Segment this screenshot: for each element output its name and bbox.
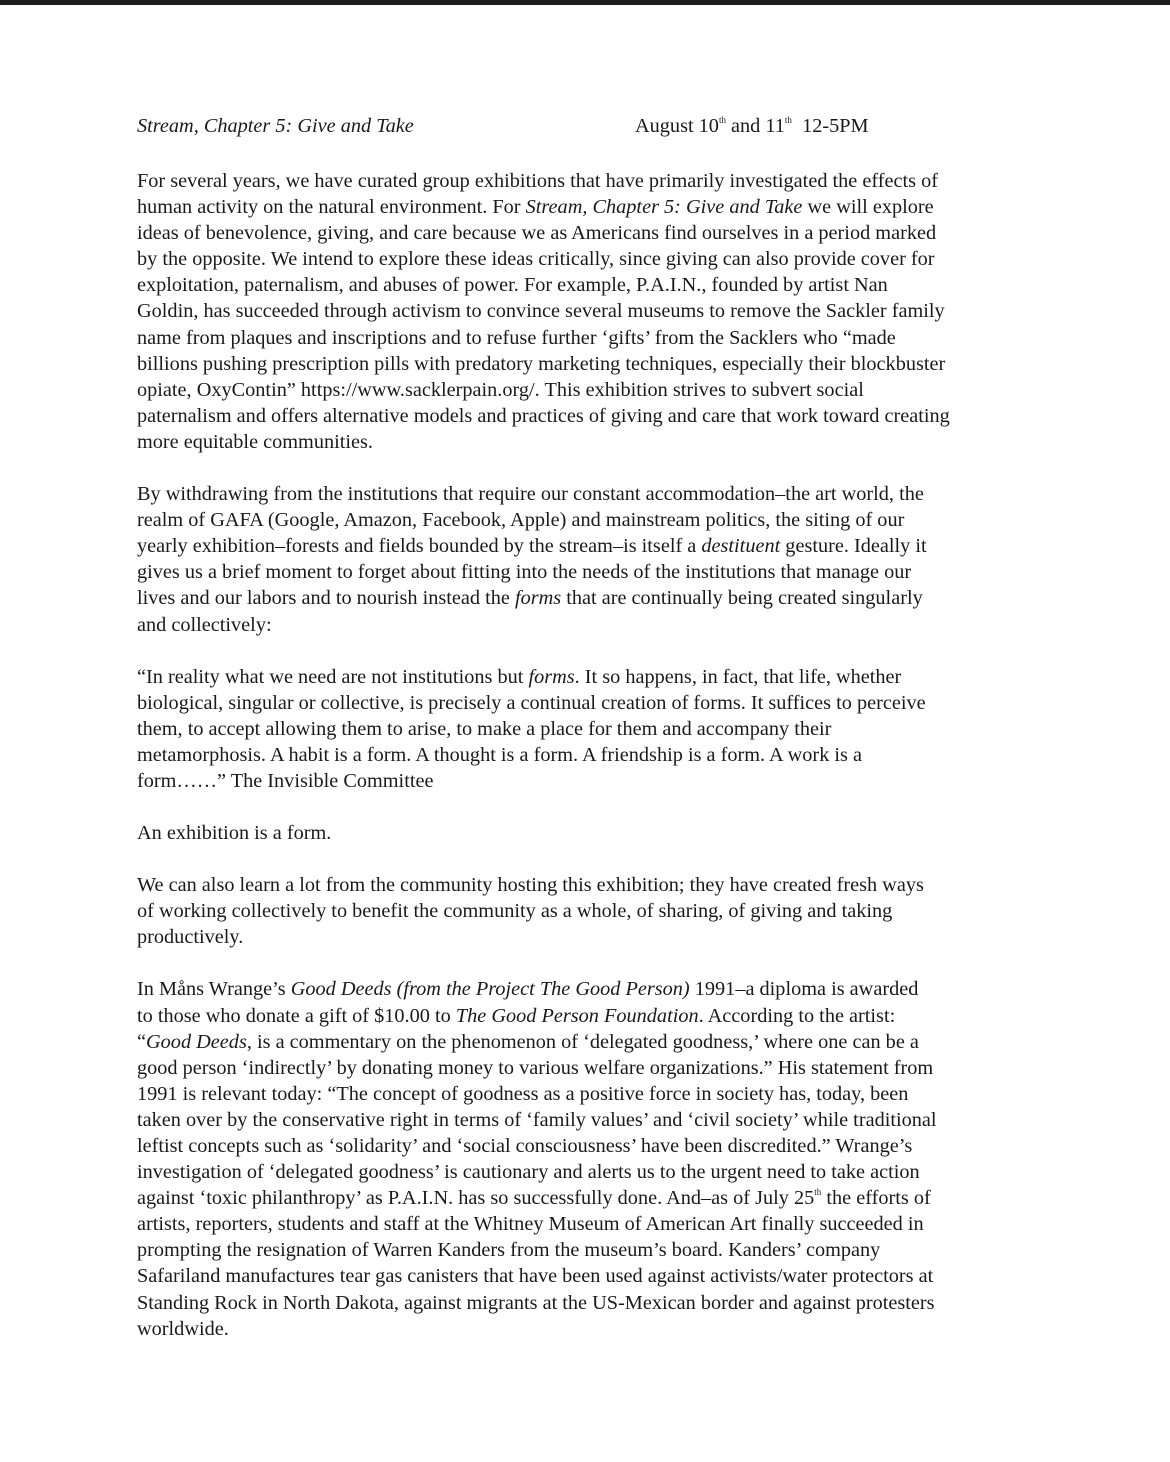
text-line: 1991 is relevant today: “The concept of goodness as a positive force in society has, today, been xyxy=(137,1082,909,1105)
text-line xyxy=(137,1185,1037,1211)
text-run: 1991–a diploma is awarded xyxy=(689,978,919,1001)
document-page xyxy=(137,113,1037,1368)
text-line xyxy=(137,533,1037,559)
text-line: form……” The Invisible Committee xyxy=(137,769,434,792)
ordinal-suffix: th xyxy=(814,1187,822,1198)
text-line: We can also learn a lot from the community hosting this exhibition; they have created fresh ways xyxy=(137,874,924,897)
text-line: biological, singular or collective, is precisely a continual creation of forms. It suffices to perceive xyxy=(137,691,926,714)
paragraph-wrange xyxy=(137,976,1037,1341)
text-line xyxy=(137,194,1037,220)
italic-title: Good Deeds (from the Project The Good Person) xyxy=(290,978,690,1001)
top-border-bar xyxy=(0,0,1170,5)
text-run: In Måns Wrange’s xyxy=(137,978,291,1001)
text-line: opiate, OxyContin” https://www.sacklerpain.org/. This exhibition strives to subvert social xyxy=(137,378,864,401)
text-line: metamorphosis. A habit is a form. A thought is a form. A friendship is a form. A work is a xyxy=(137,743,863,766)
text-line: leftist concepts such as ‘solidarity’ and ‘social consciousness’ have been discredited.” Wrange’s xyxy=(137,1135,913,1157)
text-line xyxy=(137,1029,1037,1055)
text-line: of working collectively to benefit the community as a whole, of sharing, of giving and taking xyxy=(137,900,893,923)
text-line: taken over by the conservative right in terms of ‘family values’ and ‘civil society’ while traditional xyxy=(137,1108,937,1131)
text-run: . According to the artist: xyxy=(698,1004,896,1027)
exhibition-hours: 12-5PM xyxy=(791,115,869,137)
italic-word: destituent xyxy=(701,535,781,558)
text-line xyxy=(137,1003,1037,1029)
text-run: to those who donate a gift of $10.00 to xyxy=(137,1004,456,1027)
document-header xyxy=(137,113,1037,143)
text-run: that are continually being created singularly xyxy=(561,587,923,610)
text-run: lives and our labors and to nourish instead the xyxy=(137,587,515,610)
date-first: August 10 xyxy=(635,115,719,137)
text-line: For several years, we have curated group exhibitions that have primarily investigated the effects of xyxy=(137,170,939,192)
text-line xyxy=(137,585,1037,611)
text-line: artists, reporters, students and staff at the Whitney Museum of American Art finally succeeded in xyxy=(137,1213,924,1236)
text-line: billions pushing prescription pills with predatory marketing techniques, especially their blockbuster xyxy=(137,352,946,375)
text-line: paternalism and offers alternative models and practices of giving and care that work toward creating xyxy=(137,404,950,427)
italic-title: Good Deeds xyxy=(146,1030,247,1053)
italic-title: Stream, Chapter 5: Give and Take xyxy=(525,196,803,219)
text-line: ideas of benevolence, giving, and care because we as Americans find ourselves in a period marked xyxy=(137,222,937,245)
text-run: yearly exhibition–forests and fields bounded by the stream–is itself a xyxy=(137,535,702,558)
paragraph-exhibition-form xyxy=(137,820,1037,846)
date-second-suffix: th xyxy=(784,115,792,125)
text-run: human activity on the natural environment. For xyxy=(137,196,526,219)
exhibition-title: Stream, Chapter 5: Give and Take xyxy=(137,115,414,137)
italic-word: forms xyxy=(514,587,562,610)
text-line: name from plaques and inscriptions and to refuse further ‘gifts’ from the Sacklers who “made xyxy=(137,326,896,349)
text-line: By withdrawing from the institutions that require our constant accommodation–the art world, the xyxy=(137,483,924,506)
text-line: Safariland manufactures tear gas canisters that have been used against activists/water protectors at xyxy=(137,1265,934,1288)
text-line: and collectively: xyxy=(137,613,272,636)
text-run: gesture. Ideally it xyxy=(780,535,927,558)
text-line: realm of GAFA (Google, Amazon, Facebook, Apple) and mainstream politics, the siting of our xyxy=(137,509,905,532)
text-run: . It so happens, in fact, that life, whether xyxy=(574,665,902,688)
text-line: more equitable communities. xyxy=(137,430,373,453)
date-first-suffix: th xyxy=(718,115,726,125)
text-run: the efforts of xyxy=(821,1187,931,1210)
text-line: An exhibition is a form. xyxy=(137,822,332,845)
text-line: gives us a brief moment to forget about fitting into the needs of the institutions that manage our xyxy=(137,561,912,584)
text-line: worldwide. xyxy=(137,1317,229,1340)
text-line: productively. xyxy=(137,926,244,949)
text-line: them, to accept allowing them to arise, to make a place for them and accompany their xyxy=(137,717,832,740)
text-line: investigation of ‘delegated goodness’ is cautionary and alerts us to the urgent need to take action xyxy=(137,1161,920,1184)
text-line: exploitation, paternalism, and abuses of power. For example, P.A.I.N., founded by artist Nan xyxy=(137,274,888,297)
paragraph-withdrawing xyxy=(137,481,1037,638)
text-line: by the opposite. We intend to explore these ideas critically, since giving can also provide cover for xyxy=(137,248,935,271)
text-run: “ xyxy=(137,1030,147,1053)
text-run: against ‘toxic philanthropy’ as P.A.I.N. has so successfully done. And–as of July 25 xyxy=(137,1187,815,1210)
text-line xyxy=(137,664,1037,690)
text-line: Goldin, has succeeded through activism to convince several museums to remove the Sackler family xyxy=(137,300,945,323)
text-line: Standing Rock in North Dakota, against migrants at the US-Mexican border and against protesters xyxy=(137,1291,935,1314)
text-run: we will explore xyxy=(802,196,934,219)
text-line: prompting the resignation of Warren Kanders from the museum’s board. Kanders’ company xyxy=(137,1239,881,1262)
paragraph-quote xyxy=(137,664,1037,794)
exhibition-dates xyxy=(635,113,869,139)
text-line: good person ‘indirectly’ by donating money to various welfare organizations.” His statement from xyxy=(137,1056,934,1079)
italic-word: forms xyxy=(528,665,575,688)
italic-title: The Good Person Foundation xyxy=(455,1004,699,1027)
paragraph-intro xyxy=(137,168,1037,455)
text-line xyxy=(137,976,1037,1002)
text-run: , is a commentary on the phenomenon of ‘delegated goodness,’ where one can be a xyxy=(246,1030,919,1053)
text-run: “In reality what we need are not institutions but xyxy=(137,665,529,688)
date-second: and 11 xyxy=(725,115,785,137)
paragraph-community xyxy=(137,872,1037,950)
